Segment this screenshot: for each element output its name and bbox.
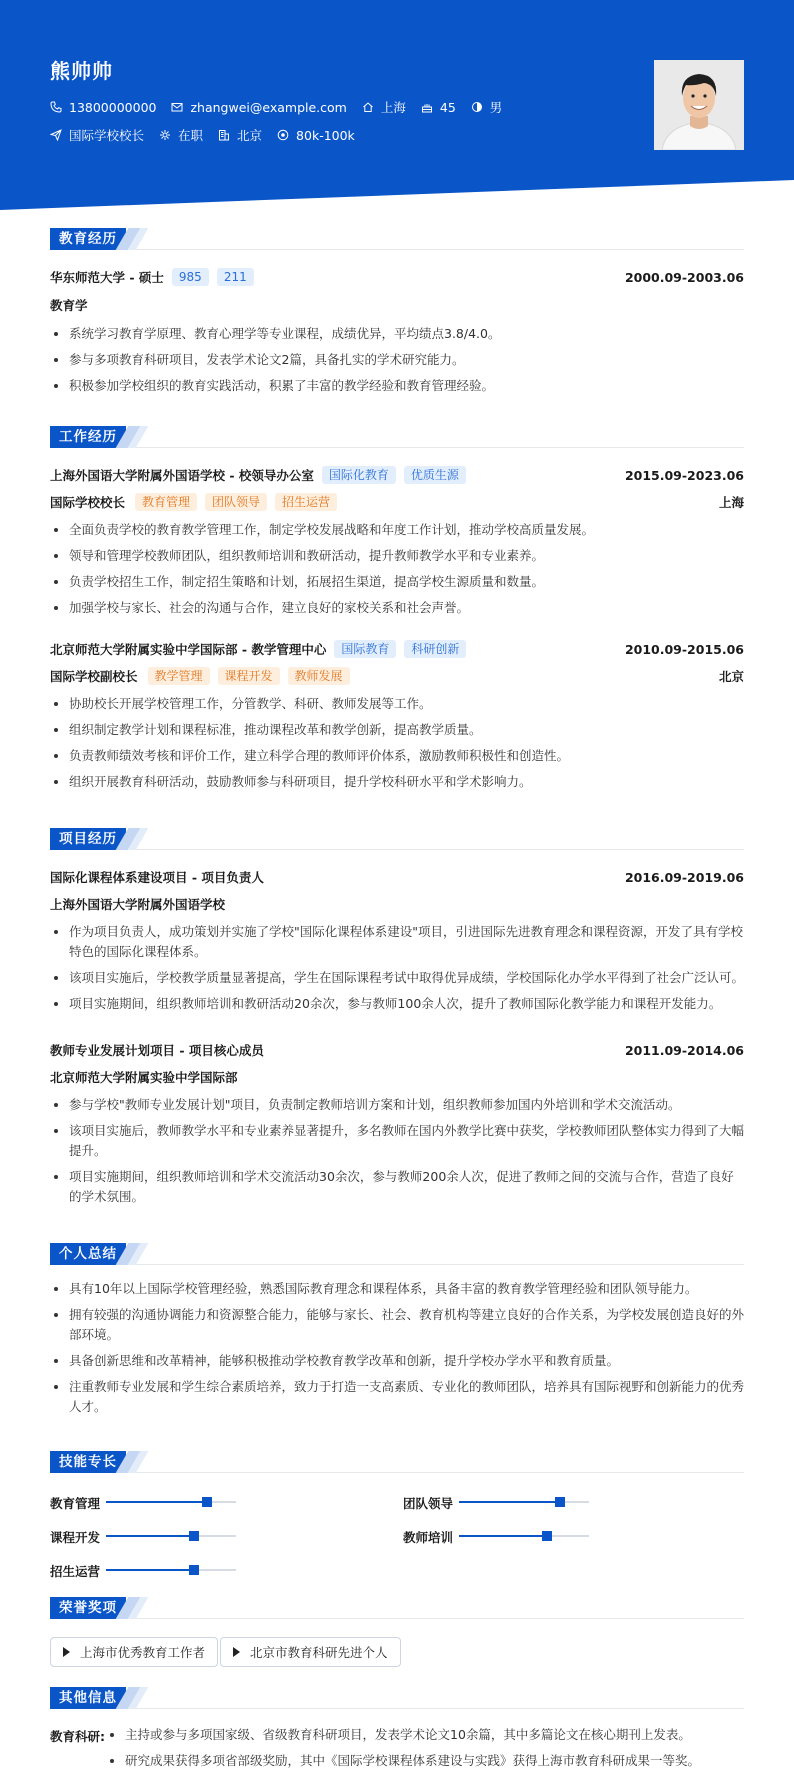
list-item: 加强学校与家长、社会的沟通与合作，建立良好的家校关系和社会声誉。 [50, 598, 744, 618]
salary-item [277, 128, 355, 143]
skill-item [50, 1494, 100, 1512]
school-tag: 211 [217, 268, 254, 286]
location-item [362, 98, 406, 116]
skill-name: 课程开发 [50, 1530, 101, 1545]
job-org: 上海外国语大学附属外国语学校 - 校领导办公室 [50, 468, 314, 483]
salary-icon [277, 129, 289, 141]
job-bullets [50, 694, 744, 798]
job-role-row [50, 493, 744, 511]
job-city: 北京 [718, 669, 744, 684]
skill-name: 教育管理 [50, 1496, 101, 1511]
list-item: 参与学校"教师专业发展计划"项目，负责制定教师培训方案和计划，组织教师参加国内外培训和学术交流活动。 [50, 1095, 744, 1115]
project-date: 2016.09-2019.06 [624, 869, 744, 885]
list-item: 作为项目负责人，成功策划并实施了学校"国际化课程体系建设"项目，引进国际先进教育理念和课程资源，开发了具有学校特色的国际化课程体系。 [50, 922, 744, 962]
job-role: 国际学校副校长 [50, 669, 138, 684]
skill-bar [459, 1501, 589, 1503]
gender-text: 男 [489, 100, 503, 115]
project-header [50, 1041, 744, 1059]
section-title: 荣誉奖项 [50, 1597, 126, 1619]
role-tag: 教育管理 [135, 493, 197, 511]
project-org-row [50, 1068, 744, 1086]
section-header [50, 1597, 744, 1619]
list-item: 注重教师专业发展和学生综合素质培养，致力于打造一支高素质、专业化的教师团队，培养具有国际视野和创新能力的优秀人才。 [50, 1377, 744, 1417]
skill-bar-knob [555, 1497, 565, 1507]
job-target-text: 国际学校校长 [69, 128, 145, 143]
phone-item [50, 100, 156, 115]
skill-bar-fill [459, 1535, 547, 1537]
education-date: 2000.09-2003.06 [624, 269, 744, 285]
honor-text: 上海市优秀教育工作者 [80, 1645, 206, 1660]
major: 教育学 [50, 298, 88, 313]
mail-icon [171, 101, 183, 113]
list-item: 主持或参与多项国家级、省级教育科研项目，发表学术论文10余篇，其中多篇论文在核心期刊上发表。 [106, 1725, 744, 1745]
project-org: 上海外国语大学附属外国语学校 [50, 897, 226, 912]
project-org-row [50, 895, 744, 913]
job-tag: 科研创新 [404, 640, 466, 658]
project-org: 北京师范大学附属实验中学国际部 [50, 1070, 238, 1085]
skill-name: 团队领导 [403, 1496, 454, 1511]
job-target-item [50, 126, 144, 144]
avatar [654, 60, 744, 150]
job-org: 北京师范大学附属实验中学国际部 - 教学管理中心 [50, 642, 327, 657]
job-header [50, 640, 744, 658]
skill-item [403, 1528, 453, 1546]
summary-section [50, 1243, 744, 1433]
list-item: 组织开展教育科研活动，鼓励教师参与科研项目，提升学校科研水平和学术影响力。 [50, 772, 744, 792]
list-item: 组织制定教学计划和课程标准，推动课程改革和教学创新，提高教学质量。 [50, 720, 744, 740]
project-date: 2011.09-2014.06 [624, 1042, 744, 1058]
major-row [50, 296, 744, 314]
skill-bar [106, 1535, 236, 1537]
job-tag: 优质生源 [404, 466, 466, 484]
projects-section [50, 828, 744, 1228]
gender-item [471, 98, 503, 116]
list-item: 拥有较强的沟通协调能力和资源整合能力，能够与家长、社会、教育机构等建立良好的合作关系，为学校发展创造良好的外部环境。 [50, 1305, 744, 1345]
other-bullets [106, 1725, 744, 1777]
phone-text: 13800000000 [69, 99, 157, 115]
salary-text: 80k-100k [296, 127, 355, 143]
role-tag: 课程开发 [218, 667, 280, 685]
job-tag: 国际教育 [334, 640, 396, 658]
cake-icon [421, 101, 433, 113]
email-item [171, 100, 346, 115]
project-name: 国际化课程体系建设项目 - 项目负责人 [50, 870, 264, 885]
section-header [50, 426, 744, 448]
honor-badge [220, 1637, 401, 1667]
list-item: 全面负责学校的教育教学管理工作，制定学校发展战略和年度工作计划，推动学校高质量发展。 [50, 520, 744, 540]
list-item: 该项目实施后，教师教学水平和专业素养显著提升，多名教师在国内外教学比赛中获奖，学校教师团队整体实力得到了大幅提升。 [50, 1121, 744, 1161]
education-bullets [50, 324, 744, 402]
project-bullets [50, 1095, 744, 1213]
project-header [50, 868, 744, 886]
skill-item [50, 1528, 100, 1546]
play-icon [233, 1647, 240, 1657]
role-tag: 教学管理 [148, 667, 210, 685]
job-header [50, 466, 744, 484]
skill-bar-fill [106, 1535, 194, 1537]
contact-row [50, 98, 517, 116]
skill-bar-knob [202, 1497, 212, 1507]
project-bullets [50, 922, 744, 1020]
skill-bar-knob [542, 1531, 552, 1541]
city-text: 北京 [237, 128, 263, 143]
skill-bar [106, 1501, 236, 1503]
list-item: 负责学校招生工作，制定招生策略和计划，拓展招生渠道，提高学校生源质量和数量。 [50, 572, 744, 592]
skill-bar-fill [106, 1501, 207, 1503]
list-item: 项目实施期间，组织教师培训和教研活动20余次，参与教师100余人次，提升了教师国际化教学能力和课程开发能力。 [50, 994, 744, 1014]
list-item: 项目实施期间，组织教师培训和学术交流活动30余次，参与教师200余人次，促进了教师之间的交流与合作，营造了良好的学术氛围。 [50, 1167, 744, 1207]
gender-icon [471, 101, 483, 113]
section-header [50, 228, 744, 250]
play-icon [63, 1647, 70, 1657]
skill-bar-knob [189, 1531, 199, 1541]
section-header [50, 828, 744, 850]
skill-bar [106, 1569, 236, 1571]
skill-bar [459, 1535, 589, 1537]
skills-section [50, 1451, 744, 1581]
age-item [421, 100, 456, 115]
skill-name: 招生运营 [50, 1564, 101, 1579]
section-title: 教育经历 [50, 228, 126, 250]
list-item: 系统学习教育学原理、教育心理学等专业课程，成绩优异，平均绩点3.8/4.0。 [50, 324, 744, 344]
location-text: 上海 [380, 100, 406, 115]
phone-icon [50, 101, 62, 113]
summary-bullets [50, 1279, 744, 1423]
section-title: 工作经历 [50, 426, 126, 448]
section-title: 项目经历 [50, 828, 126, 850]
education-section [50, 228, 744, 403]
home-icon [362, 101, 374, 113]
list-item: 具备创新思维和改革精神，能够积极推动学校教育教学改革和创新，提升学校办学水平和教育质量。 [50, 1351, 744, 1371]
section-header [50, 1243, 744, 1265]
job-role-row [50, 667, 744, 685]
job-date: 2015.09-2023.06 [624, 467, 744, 483]
work-section [50, 426, 744, 806]
status-item [159, 126, 203, 144]
job-bullets [50, 520, 744, 624]
section-header [50, 1451, 744, 1473]
role-tag: 团队领导 [205, 493, 267, 511]
resume-header [0, 0, 794, 215]
list-item: 协助校长开展学校管理工作，分管教学、科研、教师发展等工作。 [50, 694, 744, 714]
send-icon [50, 129, 62, 141]
honor-text: 北京市教育科研先进个人 [250, 1645, 388, 1660]
status-text: 在职 [178, 128, 204, 143]
skill-name: 教师培训 [403, 1530, 454, 1545]
skill-item [403, 1494, 453, 1512]
other-label: 教育科研: [50, 1729, 105, 1744]
profile-photo [654, 60, 744, 150]
skill-bar-fill [106, 1569, 194, 1571]
status-icon [159, 129, 171, 141]
list-item: 具有10年以上国际学校管理经验，熟悉国际教育理念和课程体系，具备丰富的教育教学管理经验和团队领导能力。 [50, 1279, 744, 1299]
skill-item [50, 1562, 100, 1580]
job-tag: 国际化教育 [322, 466, 396, 484]
age-text: 45 [439, 99, 456, 115]
list-item: 研究成果获得多项省部级奖励，其中《国际学校课程体系建设与实践》获得上海市教育科研成果一等奖。 [106, 1751, 744, 1771]
section-title: 个人总结 [50, 1243, 126, 1265]
list-item: 积极参加学校组织的教育实践活动，积累了丰富的教学经验和教育管理经验。 [50, 376, 744, 396]
job-date: 2010.09-2015.06 [624, 641, 744, 657]
role-tag: 招生运营 [275, 493, 337, 511]
role-tag: 教师发展 [288, 667, 350, 685]
education-header [50, 268, 744, 286]
list-item: 负责教师绩效考核和评价工作，建立科学合理的教师评价体系，激励教师积极性和创造性。 [50, 746, 744, 766]
section-title: 其他信息 [50, 1687, 126, 1709]
section-title: 技能专长 [50, 1451, 126, 1473]
other-section [50, 1687, 744, 1787]
city-item [218, 126, 262, 144]
skill-bar-fill [459, 1501, 560, 1503]
job-city: 上海 [718, 495, 744, 510]
candidate-name: 熊帅帅 [50, 59, 113, 83]
email-text: zhangwei@example.com [190, 99, 347, 115]
honor-badge [50, 1637, 218, 1667]
section-header [50, 1687, 744, 1709]
job-role: 国际学校校长 [50, 495, 126, 510]
list-item: 领导和管理学校教师团队，组织教师培训和教研活动，提升教师教学水平和专业素养。 [50, 546, 744, 566]
list-item: 参与多项教育科研项目，发表学术论文2篇，具备扎实的学术研究能力。 [50, 350, 744, 370]
school-name: 华东师范大学 - 硕士 [50, 270, 164, 285]
project-name: 教师专业发展计划项目 - 项目核心成员 [50, 1043, 264, 1058]
honors-section [50, 1597, 744, 1672]
building-icon [218, 129, 230, 141]
list-item: 该项目实施后，学校教学质量显著提高，学生在国际课程考试中取得优异成绩，学校国际化办学水平得到了社会广泛认可。 [50, 968, 744, 988]
other-label-row [50, 1727, 110, 1745]
school-tag: 985 [172, 268, 209, 286]
skill-bar-knob [189, 1565, 199, 1575]
job-intent-row [50, 126, 370, 144]
